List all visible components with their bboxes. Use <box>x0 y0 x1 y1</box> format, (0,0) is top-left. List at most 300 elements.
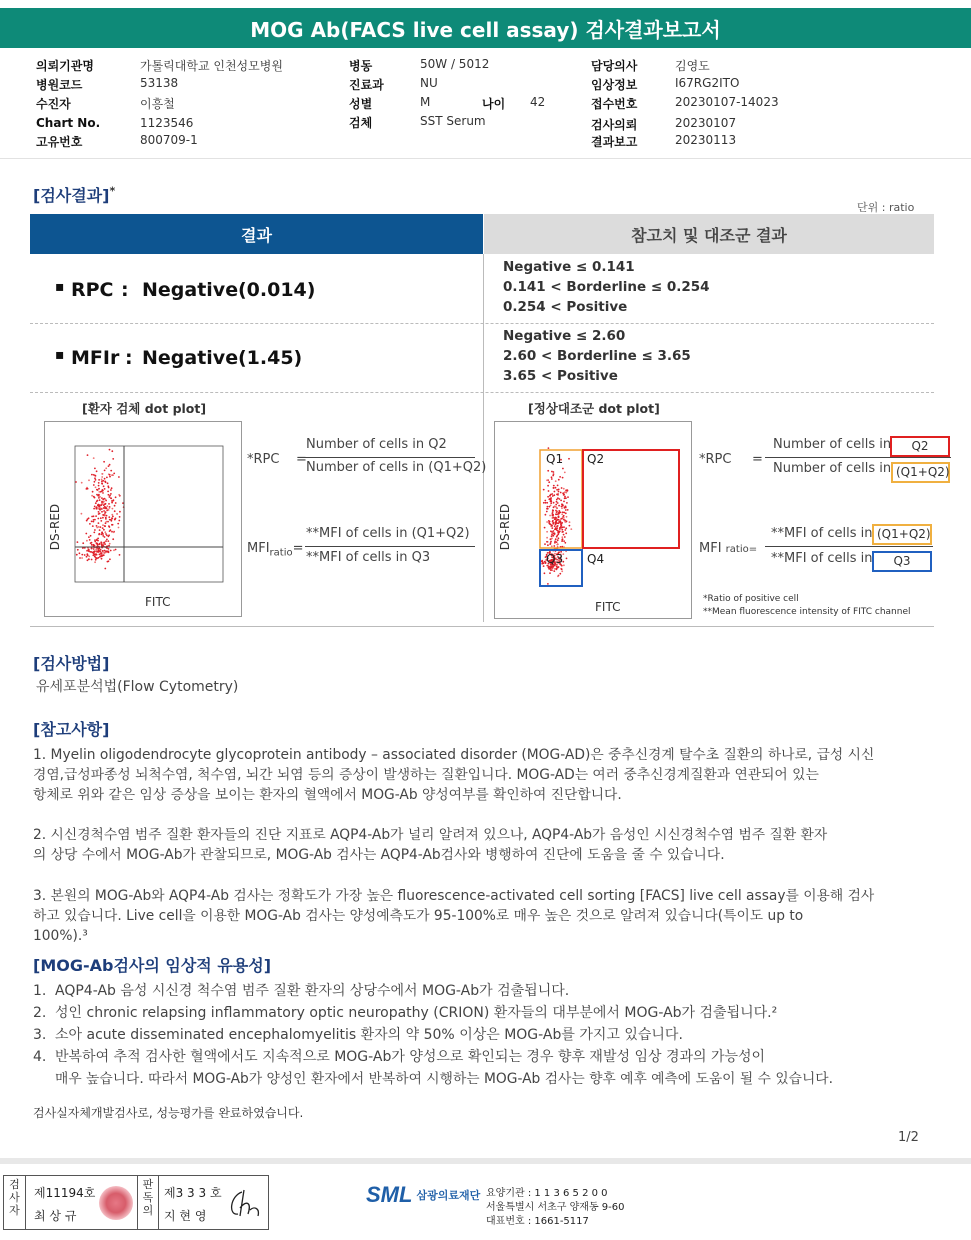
cell-dot <box>96 470 98 472</box>
cell-dot <box>97 518 99 520</box>
cell-dot <box>95 559 97 561</box>
cell-dot <box>100 526 102 528</box>
cell-dot <box>105 467 107 469</box>
bullet: ▪ <box>55 279 65 295</box>
cell-dot <box>541 560 543 562</box>
cell-dot <box>110 470 112 472</box>
equals-sign: = <box>292 541 304 556</box>
cell-dot <box>111 474 113 476</box>
divider <box>0 158 971 159</box>
info-value: 이흥철 <box>140 97 175 111</box>
cell-dot <box>555 523 557 525</box>
cell-dot <box>562 492 564 494</box>
cell-dot <box>561 506 563 508</box>
cell-dot <box>565 497 567 499</box>
cell-dot <box>118 494 120 496</box>
cell-dot <box>81 482 83 484</box>
cell-dot <box>549 506 551 508</box>
cell-dot <box>548 481 550 483</box>
cell-dot <box>91 495 93 497</box>
cell-dot <box>552 523 554 525</box>
cell-dot <box>564 491 566 493</box>
cell-dot <box>105 499 107 501</box>
cell-dot <box>96 527 98 529</box>
mfi-denominator: **MFI of cells in Q3 <box>306 550 431 565</box>
cell-dot <box>105 507 107 509</box>
clinical-item-num: 2. <box>33 1005 47 1021</box>
cell-dot <box>551 527 553 529</box>
cell-dot <box>553 506 555 508</box>
cell-dot <box>555 520 557 522</box>
cell-dot <box>118 527 120 529</box>
cell-dot <box>115 496 117 498</box>
cell-dot <box>99 554 101 556</box>
cell-dot <box>93 508 95 510</box>
info-label: 성별 <box>349 97 373 111</box>
cell-dot <box>94 529 96 531</box>
info-label: 진료과 <box>349 78 384 92</box>
cell-dot <box>561 507 563 509</box>
cell-dot <box>93 457 95 459</box>
control-plot-title: [정상대조군 dot plot] <box>528 401 660 416</box>
cell-dot <box>547 583 549 585</box>
cell-dot <box>103 501 105 503</box>
cell-dot <box>109 558 111 560</box>
cell-dot <box>88 536 90 538</box>
rpc-formula-label: *RPC <box>247 452 280 467</box>
cell-dot <box>551 545 553 547</box>
info-label: 의뢰기관명 <box>36 59 94 73</box>
cell-dot <box>107 491 109 493</box>
cell-dot <box>546 502 548 504</box>
reference-line: Negative ≤ 2.60 <box>503 328 626 344</box>
cell-dot <box>93 553 95 555</box>
clinical-item-num: 4. <box>33 1049 47 1065</box>
signer-id: 제11194호 <box>34 1186 96 1200</box>
cell-dot <box>86 553 88 555</box>
cell-dot <box>101 476 103 478</box>
cell-dot <box>563 564 565 566</box>
reference-line: Negative ≤ 0.141 <box>503 259 635 275</box>
y-axis-label: DS-RED <box>48 503 62 551</box>
cell-dot <box>546 537 548 539</box>
cell-dot <box>113 531 115 533</box>
info-label: 임상정보 <box>591 78 638 92</box>
cell-dot <box>558 516 560 518</box>
cell-dot <box>112 458 114 460</box>
cell-dot <box>77 549 79 551</box>
cell-dot <box>565 509 567 511</box>
cell-dot <box>557 497 559 499</box>
cell-dot <box>95 548 97 550</box>
q1q2-box: (Q1+Q2) <box>872 524 932 545</box>
org-phone: 대표번호 : 1661-5117 <box>486 1216 589 1227</box>
cell-dot <box>551 538 553 540</box>
cell-dot <box>113 499 115 501</box>
info-label: 고유번호 <box>36 135 83 149</box>
patient-plot-title: [환자 검체 dot plot] <box>82 401 207 416</box>
cell-dot <box>552 517 554 519</box>
cell-dot <box>98 491 100 493</box>
method-text: 유세포분석법(Flow Cytometry) <box>36 679 239 695</box>
cell-dot <box>564 472 566 474</box>
cell-dot <box>86 488 88 490</box>
cell-dot <box>559 573 561 575</box>
info-label: 수진자 <box>36 97 71 111</box>
cell-dot <box>98 513 100 515</box>
cell-dot <box>563 501 565 503</box>
notes-title: [참고사항] <box>33 720 110 739</box>
cell-dot <box>99 556 101 558</box>
cell-dot <box>76 554 78 556</box>
cell-dot <box>551 476 553 478</box>
cell-dot <box>555 487 557 489</box>
cell-dot <box>102 503 104 505</box>
cell-dot <box>556 522 558 524</box>
sml-logo <box>366 1182 480 1208</box>
cell-dot <box>93 484 95 486</box>
cell-dot <box>101 555 103 557</box>
quadrant-label: Q3 <box>546 552 564 566</box>
info-value: SST Serum <box>420 114 486 128</box>
cell-dot <box>97 504 99 506</box>
cell-dot <box>563 534 565 536</box>
cell-dot <box>100 549 102 551</box>
cell-dot <box>550 502 552 504</box>
cell-dot <box>88 556 90 558</box>
cell-dot <box>109 476 111 478</box>
test-name: MFIr <box>71 347 120 369</box>
signer-role-label: 검사자 <box>4 1176 26 1229</box>
cell-dot <box>116 513 118 515</box>
cell-dot <box>108 487 110 489</box>
cell-dot <box>103 461 105 463</box>
cell-dot <box>91 542 93 544</box>
quadrant-label: Q2 <box>587 452 605 466</box>
fraction-line <box>765 546 933 547</box>
cell-dot <box>548 520 550 522</box>
cell-dot <box>108 516 110 518</box>
cell-dot <box>102 492 104 494</box>
cell-dot <box>94 481 96 483</box>
cell-dot <box>554 540 556 542</box>
cell-dot <box>563 517 565 519</box>
reference-line: 0.254 < Positive <box>503 299 628 315</box>
cell-dot <box>546 511 548 513</box>
cell-dot <box>550 530 552 532</box>
cell-dot <box>108 560 110 562</box>
cell-dot <box>552 495 554 497</box>
cell-dot <box>114 510 116 512</box>
cell-dot <box>549 515 551 517</box>
rpc-denominator: Number of cells in (Q1+Q2) <box>306 460 487 475</box>
cell-dot <box>562 477 564 479</box>
cell-dot <box>562 468 564 470</box>
cell-dot <box>87 454 89 456</box>
unit-label: 단위 : ratio <box>857 201 915 214</box>
cell-dot <box>101 483 103 485</box>
info-value: 1123546 <box>140 116 194 130</box>
cell-dot <box>564 542 566 544</box>
cell-dot <box>75 481 77 483</box>
cell-dot <box>103 529 105 531</box>
q1q2-box: (Q1+Q2) <box>891 462 950 483</box>
cell-dot <box>112 508 114 510</box>
cell-dot <box>91 559 93 561</box>
cell-dot <box>99 499 101 501</box>
q2-box: Q2 <box>890 436 950 457</box>
cell-dot <box>93 532 95 534</box>
result-value: (0.014) <box>238 279 316 301</box>
reference-column-header: 참고치 및 대조군 결과 <box>484 214 934 254</box>
cell-dot <box>557 530 559 532</box>
cell-dot <box>562 526 564 528</box>
info-label: Chart No. <box>36 116 101 130</box>
cell-dot <box>110 550 112 552</box>
cell-dot <box>119 511 121 513</box>
mfi-formula-label <box>247 541 304 559</box>
cell-dot <box>103 554 105 556</box>
cell-dot <box>104 525 106 527</box>
info-value: M <box>420 95 431 109</box>
signature-box <box>3 1175 269 1230</box>
cell-dot <box>91 521 93 523</box>
cell-dot <box>95 507 97 509</box>
cell-dot <box>115 502 117 504</box>
cell-dot <box>100 517 102 519</box>
cell-dot <box>109 495 111 497</box>
cell-dot <box>98 485 100 487</box>
cell-dot <box>106 539 108 541</box>
cell-dot <box>113 473 115 475</box>
cell-dot <box>546 479 548 481</box>
cell-dot <box>550 494 552 496</box>
cell-dot <box>561 570 563 572</box>
cell-dot <box>104 531 106 533</box>
cell-dot <box>112 538 114 540</box>
cell-dot <box>86 556 88 558</box>
cell-dot <box>94 545 96 547</box>
cell-dot <box>553 487 555 489</box>
cell-dot <box>108 548 110 550</box>
cell-dot <box>550 567 552 569</box>
cell-dot <box>565 492 567 494</box>
cell-dot <box>79 552 81 554</box>
cell-dot <box>558 489 560 491</box>
signer-name: 최 상 규 <box>34 1209 77 1223</box>
cell-dot <box>549 543 551 545</box>
cell-dot <box>558 537 560 539</box>
cell-dot <box>104 513 106 515</box>
cell-dot <box>111 514 113 516</box>
results-asterisk: * <box>109 184 116 198</box>
info-value: 53138 <box>140 76 179 90</box>
cell-dot <box>99 529 101 531</box>
cell-dot <box>103 510 105 512</box>
cell-dot <box>115 518 117 520</box>
cell-dot <box>544 500 546 502</box>
info-label: 검사의뢰 <box>591 118 638 132</box>
cell-dot <box>96 501 98 503</box>
cell-dot <box>547 544 549 546</box>
fraction-line <box>765 457 951 458</box>
info-label: 병원코드 <box>36 78 83 92</box>
cell-dot <box>107 540 109 542</box>
cell-dot <box>551 524 553 526</box>
cell-dot <box>557 575 559 577</box>
cell-dot <box>96 558 98 560</box>
cell-dot <box>555 527 557 529</box>
cell-dot <box>547 496 549 498</box>
logo-subtitle: 삼광의료재단 <box>416 1189 481 1202</box>
cell-dot <box>87 559 89 561</box>
row-divider <box>30 392 934 393</box>
cell-dot <box>95 515 97 517</box>
cell-dot <box>93 521 95 523</box>
cell-dot <box>94 556 96 558</box>
cell-dot <box>565 532 567 534</box>
cell-dot <box>97 544 99 546</box>
cell-dot <box>564 536 566 538</box>
cell-dot <box>104 470 106 472</box>
cell-dot <box>547 485 549 487</box>
cell-dot <box>563 512 565 514</box>
cell-dot <box>87 518 89 520</box>
mfi-text: MFI <box>699 541 722 556</box>
cell-dot <box>552 520 554 522</box>
cell-dot <box>557 567 559 569</box>
fraction-line <box>305 546 475 547</box>
cell-dot <box>569 521 571 523</box>
cell-dot <box>94 541 96 543</box>
cell-dot <box>544 572 546 574</box>
cell-dot <box>93 548 95 550</box>
info-label: 접수번호 <box>591 97 638 111</box>
cell-dot <box>108 525 110 527</box>
cell-dot <box>553 485 555 487</box>
cell-dot <box>561 536 563 538</box>
cell-dot <box>102 473 104 475</box>
cell-dot <box>84 554 86 556</box>
cell-dot <box>95 475 97 477</box>
cell-dot <box>91 516 93 518</box>
cell-dot <box>567 489 569 491</box>
mfi-subscript: ratio= <box>725 544 758 555</box>
cell-dot <box>556 544 558 546</box>
cell-dot <box>118 520 120 522</box>
cell-dot <box>104 481 106 483</box>
cell-dot <box>103 485 105 487</box>
cell-dot <box>99 543 101 545</box>
x-axis-label: FITC <box>595 600 621 614</box>
cell-dot <box>96 525 98 527</box>
column-divider <box>483 254 484 622</box>
cell-dot <box>563 540 565 542</box>
mfi-numerator: **MFI of cells in (Q1+Q2) <box>306 526 470 541</box>
cell-dot <box>559 511 561 513</box>
bullet: ▪ <box>55 347 65 363</box>
cell-dot <box>96 539 98 541</box>
cell-dot <box>553 530 555 532</box>
info-value: 김영도 <box>675 59 710 73</box>
mfi-subscript: ratio <box>269 547 293 559</box>
cell-dot <box>77 541 79 543</box>
clinical-item-text: AQP4-Ab 음성 시신경 척수염 범주 질환 환자의 상당수에서 MOG-Ab가 검출됩니다. <box>55 983 570 999</box>
cell-dot <box>94 477 96 479</box>
cell-dot <box>98 479 100 481</box>
info-value: 50W / 5012 <box>420 57 490 71</box>
cell-dot <box>102 533 104 535</box>
cell-dot <box>554 568 556 570</box>
note-line: 경염,급성파종성 뇌척수염, 척수염, 뇌간 뇌염 등의 증상이 발생하는 질환입니다. MOG-AD는 여러 중추신경계질환과 연관되어 있는 <box>33 767 819 783</box>
cell-dot <box>98 482 100 484</box>
org-address: 서울특별시 서초구 양재동 9-60 <box>486 1202 625 1213</box>
cell-dot <box>545 502 547 504</box>
cell-dot <box>88 558 90 560</box>
cell-dot <box>109 464 111 466</box>
cell-dot <box>545 514 547 516</box>
cell-dot <box>98 547 100 549</box>
cell-dot <box>566 502 568 504</box>
cell-dot <box>104 478 106 480</box>
cell-dot <box>110 497 112 499</box>
note-line: 하고 있습니다. Live cell을 이용한 MOG-Ab 검사는 양성예측도가 95-100%로 매우 높은 것으로 알려져 있습니다(특이도 up to <box>33 908 804 924</box>
cell-dot <box>554 518 556 520</box>
cell-dot <box>544 543 546 545</box>
cell-dot <box>570 528 572 530</box>
cell-dot <box>81 554 83 556</box>
cell-dot <box>559 476 561 478</box>
cell-dot <box>548 568 550 570</box>
cell-dot <box>551 471 553 473</box>
cell-dot <box>111 450 113 452</box>
cell-dot <box>108 536 110 538</box>
cell-dot <box>561 540 563 542</box>
fraction-line <box>305 457 475 458</box>
cell-dot <box>93 474 95 476</box>
results-title-text: [검사결과] <box>33 186 110 205</box>
cell-dot <box>102 498 104 500</box>
row-divider <box>30 323 934 324</box>
test-name: RPC <box>71 279 114 301</box>
result-value: (1.45) <box>238 347 303 369</box>
cell-dot <box>89 539 91 541</box>
info-label: 검체 <box>349 116 373 130</box>
y-axis-label: DS-RED <box>498 503 512 551</box>
cell-dot <box>93 496 95 498</box>
cell-dot <box>89 523 91 525</box>
cell-dot <box>92 491 94 493</box>
footnote-rpc: *Ratio of positive cell <box>703 594 799 604</box>
reader-name: 지 현 영 <box>164 1209 207 1223</box>
patient-dot-plot <box>44 421 242 617</box>
cell-dot <box>95 486 97 488</box>
cell-dot <box>558 491 560 493</box>
cell-dot <box>86 540 88 542</box>
cell-dot <box>98 506 100 508</box>
cell-dot <box>553 570 555 572</box>
cell-dot <box>101 511 103 513</box>
cell-dot <box>94 519 96 521</box>
cell-dot <box>556 494 558 496</box>
cell-dot <box>550 498 552 500</box>
cell-dot <box>546 521 548 523</box>
control-dot-plot <box>494 421 692 619</box>
cell-dot <box>109 507 111 509</box>
cell-dot <box>106 550 108 552</box>
cell-dot <box>118 476 120 478</box>
cell-dot <box>557 485 559 487</box>
